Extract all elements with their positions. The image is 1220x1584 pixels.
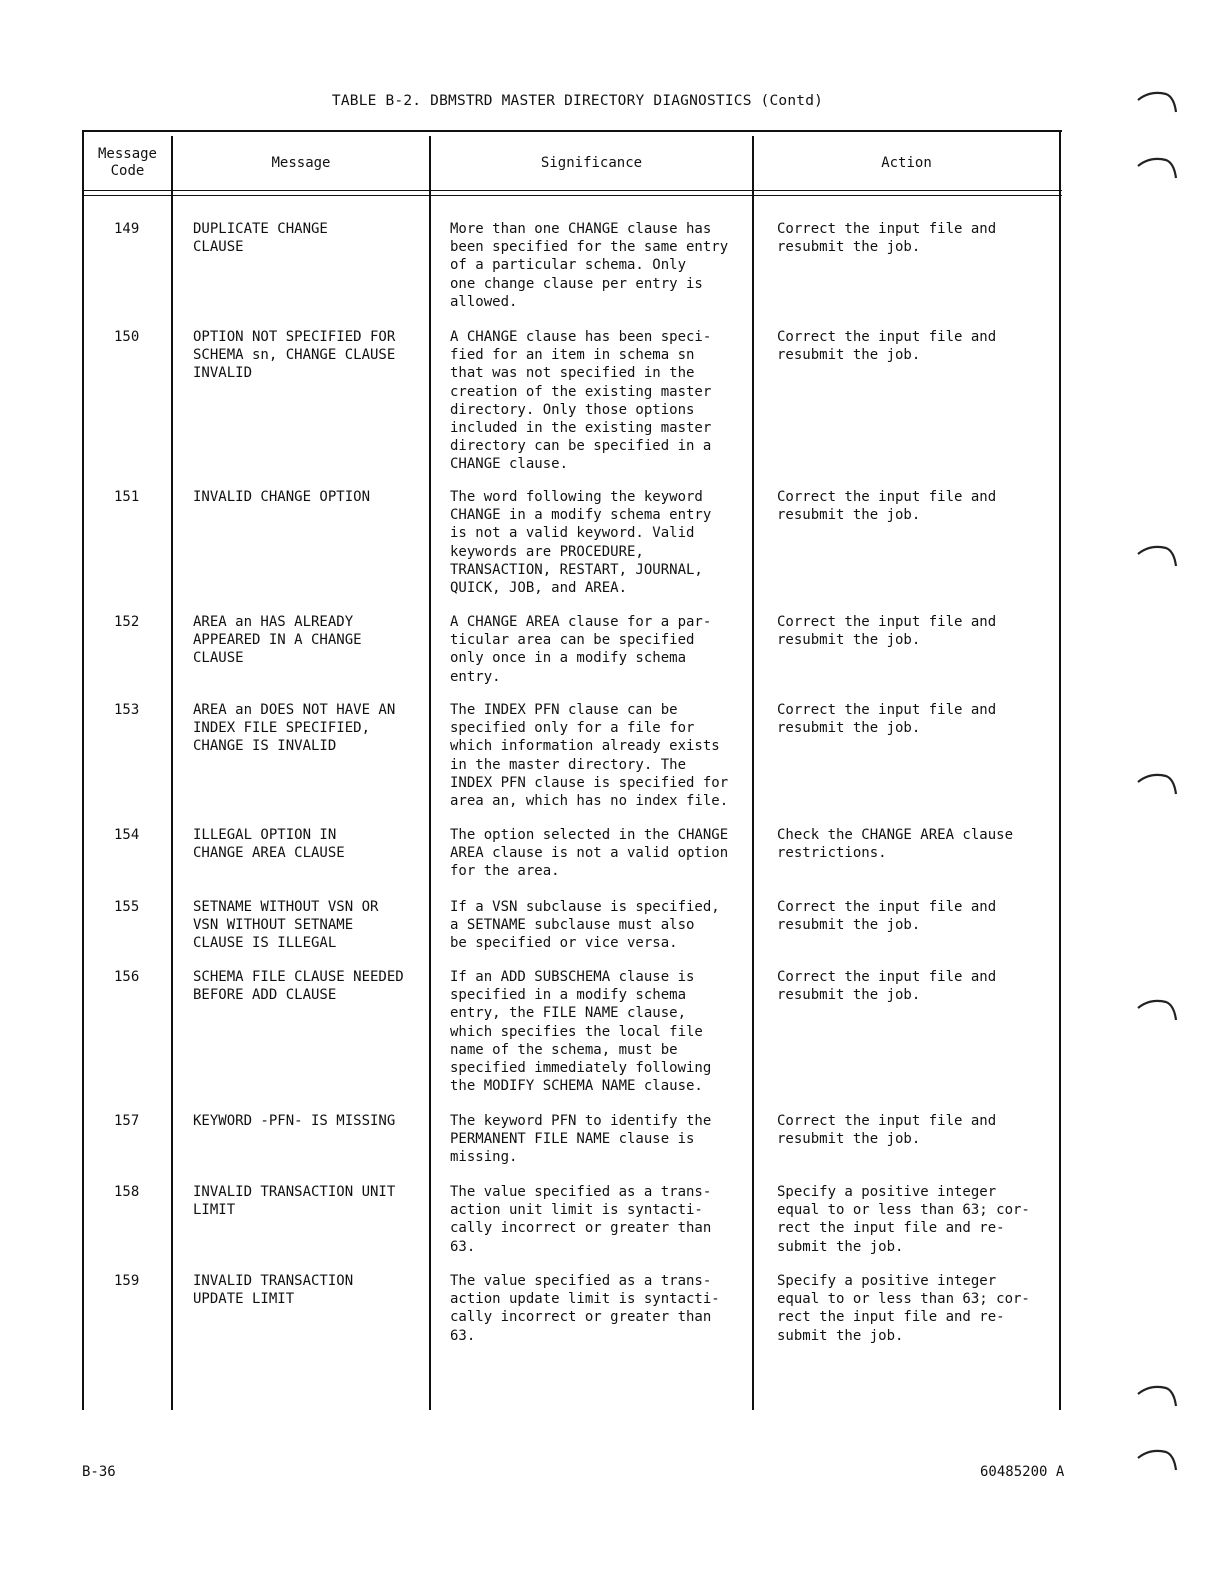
significance-text: More than one CHANGE clause has been specified for the same entry of a particular schema. Only one change clause per entry is allowed. [450, 221, 729, 310]
message-text: SCHEMA FILE CLAUSE NEEDED BEFORE ADD CLAUSE [193, 969, 404, 1004]
significance-text: The value specified as a trans- action unit limit is syntacti- cally incorrect or greater than 63. [450, 1184, 712, 1255]
significance-text: A CHANGE clause has been speci- fied for an item in schema sn that was not specified in the creation of the existing master directory. Only those options included in the existing master directory can be specified in a CHANGE clause. [450, 329, 712, 473]
message-code: 156 [114, 969, 140, 985]
message-text: INVALID CHANGE OPTION [193, 489, 371, 505]
significance-text: The option selected in the CHANGE AREA clause is not a valid option for the area. [450, 827, 729, 880]
action-text: Specify a positive integer equal to or less than 63; cor- rect the input file and re- submit the job. [777, 1184, 1030, 1255]
significance-text: The value specified as a trans- action update limit is syntacti- cally incorrect or greater than 63. [450, 1273, 720, 1344]
binder-ring-icon [1136, 154, 1180, 182]
table-right-border [1059, 130, 1061, 1410]
message-code: 149 [114, 221, 140, 237]
action-text: Specify a positive integer equal to or less than 63; cor- rect the input file and re- submit the job. [777, 1273, 1030, 1344]
binder-ring-icon [1136, 542, 1180, 570]
message-text: DUPLICATE CHANGE CLAUSE [193, 221, 328, 256]
message-text: INVALID TRANSACTION UNIT LIMIT [193, 1184, 396, 1219]
significance-text: The keyword PFN to identify the PERMANENT FILE NAME clause is missing. [450, 1113, 712, 1166]
action-text: Correct the input file and resubmit the job. [777, 221, 997, 256]
header-message: Message [271, 154, 331, 171]
table-top-border [82, 130, 1062, 132]
header-code: Message Code [97, 146, 157, 179]
header-action: Action [881, 154, 932, 171]
action-text: Check the CHANGE AREA clause restrictions. [777, 827, 1014, 862]
binder-ring-icon [1136, 1382, 1180, 1410]
message-text: KEYWORD -PFN- IS MISSING [193, 1113, 396, 1129]
message-code: 150 [114, 329, 140, 345]
message-code: 151 [114, 489, 140, 505]
action-text: Correct the input file and resubmit the job. [777, 899, 997, 934]
page-number: B-36 [82, 1464, 116, 1480]
message-text: AREA an DOES NOT HAVE AN INDEX FILE SPECIFIED, CHANGE IS INVALID [193, 702, 396, 755]
header-rule [82, 190, 1062, 196]
header-significance: Significance [540, 154, 643, 171]
action-text: Correct the input file and resubmit the job. [777, 702, 997, 737]
significance-text: A CHANGE AREA clause for a par- ticular area can be specified only once in a modify schema entry. [450, 614, 712, 685]
significance-text: If a VSN subclause is specified, a SETNAME subclause must also be specified or vice versa. [450, 899, 720, 952]
table-title: TABLE B-2. DBMSTRD MASTER DIRECTORY DIAGNOSTICS (Contd) [331, 93, 824, 109]
message-code: 153 [114, 702, 140, 718]
action-text: Correct the input file and resubmit the job. [777, 489, 997, 524]
column-divider [752, 136, 754, 1410]
binder-ring-icon [1136, 996, 1180, 1024]
binder-ring-icon [1136, 88, 1180, 116]
action-text: Correct the input file and resubmit the job. [777, 329, 997, 364]
message-code: 158 [114, 1184, 140, 1200]
binder-ring-icon [1136, 770, 1180, 798]
message-text: ILLEGAL OPTION IN CHANGE AREA CLAUSE [193, 827, 345, 862]
action-text: Correct the input file and resubmit the job. [777, 614, 997, 649]
diagnostics-table [82, 130, 1062, 1410]
message-code: 152 [114, 614, 140, 630]
message-text: OPTION NOT SPECIFIED FOR SCHEMA sn, CHANGE CLAUSE INVALID [193, 329, 396, 382]
significance-text: If an ADD SUBSCHEMA clause is specified in a modify schema entry, the FILE NAME clause, which specifies the local file name of the schema, must be specified immediately following the MODIFY SCHEMA NAME clause. [450, 969, 712, 1095]
table-left-border [82, 130, 84, 1410]
action-text: Correct the input file and resubmit the job. [777, 1113, 997, 1148]
document-number: 60485200 A [980, 1464, 1065, 1480]
binder-ring-icon [1136, 1446, 1180, 1474]
significance-text: The INDEX PFN clause can be specified only for a file for which information already exists in the master directory. The INDEX PFN clause is specified for area an, which has no index file. [450, 702, 729, 810]
message-text: INVALID TRANSACTION UPDATE LIMIT [193, 1273, 354, 1308]
message-code: 155 [114, 899, 140, 915]
column-divider [171, 136, 173, 1410]
message-text: SETNAME WITHOUT VSN OR VSN WITHOUT SETNAME CLAUSE IS ILLEGAL [193, 899, 379, 952]
action-text: Correct the input file and resubmit the job. [777, 969, 997, 1004]
significance-text: The word following the keyword CHANGE in a modify schema entry is not a valid keyword. Valid keywords are PROCEDURE, TRANSACTION, RESTART, JOURNAL, QUICK, JOB, and AREA. [450, 489, 712, 597]
message-code: 157 [114, 1113, 140, 1129]
message-text: AREA an HAS ALREADY APPEARED IN A CHANGE CLAUSE [193, 614, 362, 667]
message-code: 159 [114, 1273, 140, 1289]
message-code: 154 [114, 827, 140, 843]
